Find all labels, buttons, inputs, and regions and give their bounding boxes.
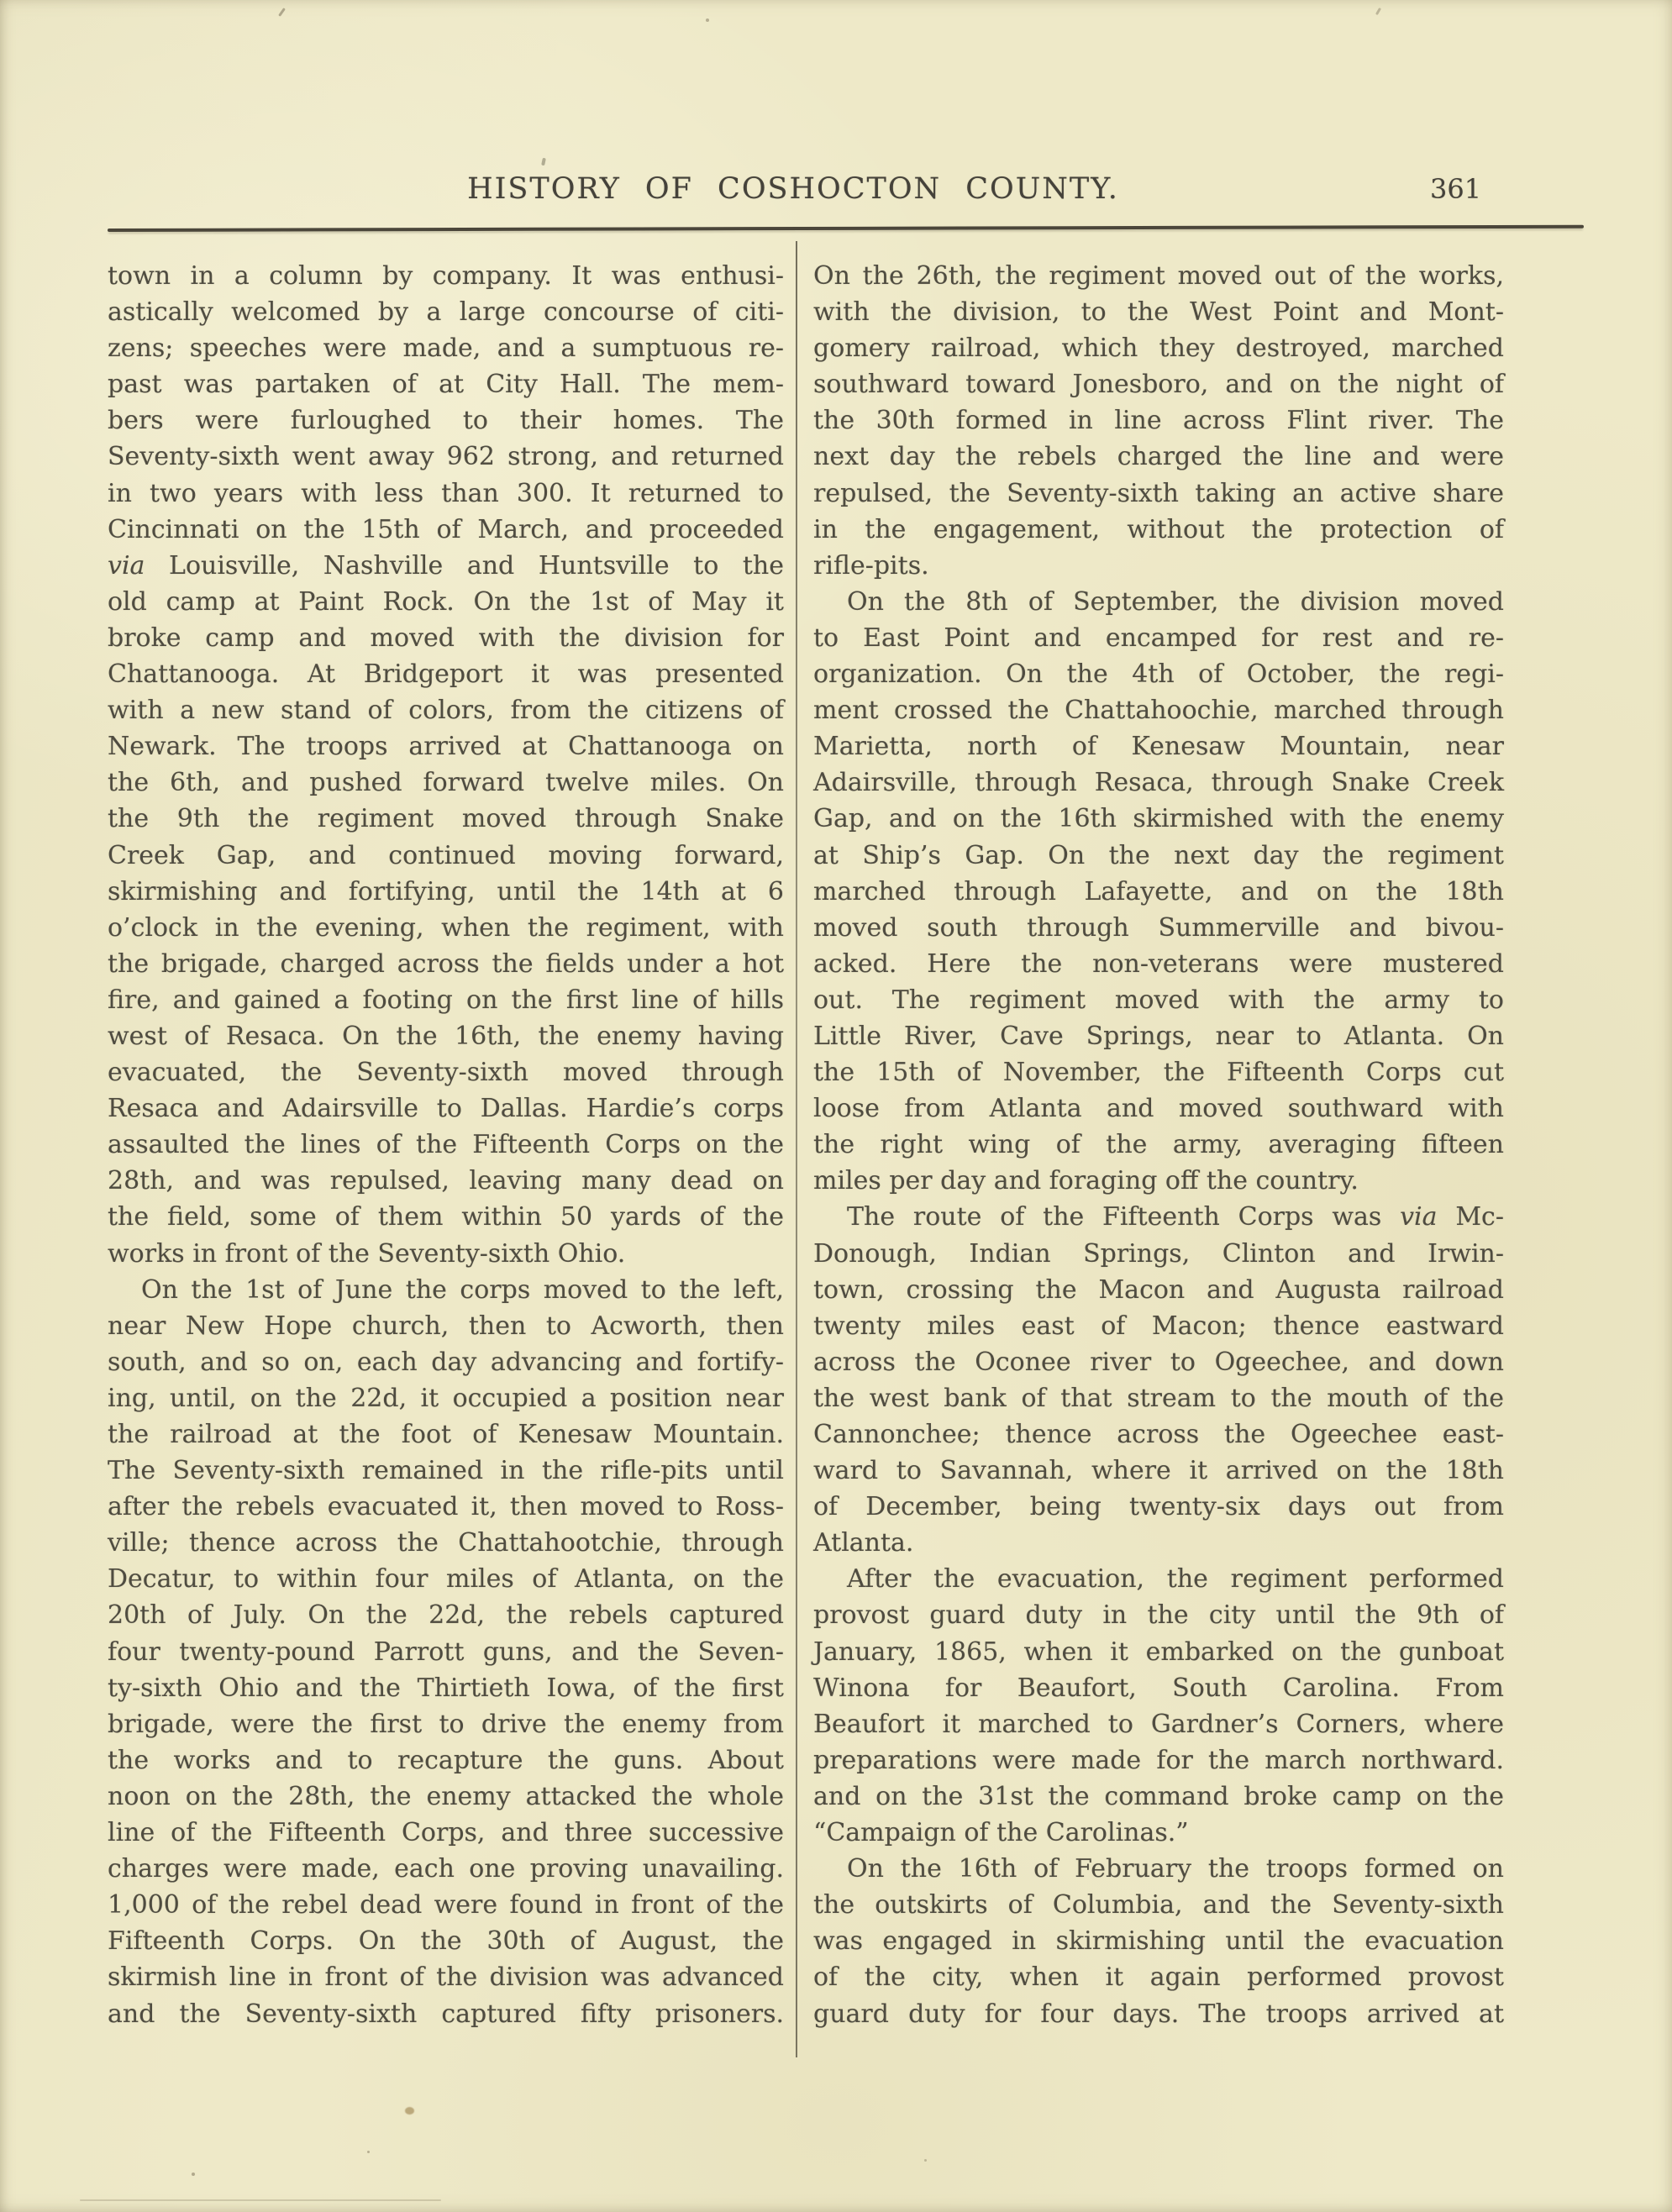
text-line: moved south through Summerville and bivou- [813, 912, 1504, 943]
text-line: o’clock in the evening, when the regiment, with [108, 912, 784, 943]
text-line: evacuated, the Seventy-sixth moved through [108, 1058, 784, 1088]
text-line: Winona for Beaufort, South Carolina. From [813, 1673, 1504, 1703]
text-line: and the Seventy-sixth captured fifty prisoners. [108, 1999, 784, 2029]
page-edge-shadow [80, 2199, 441, 2201]
text-line: ing, until, on the 22d, it occupied a position near [108, 1383, 784, 1413]
page-title: HISTORY OF COSHOCTON COUNTY. [467, 172, 1119, 206]
column-left [108, 258, 784, 2032]
text-line: the west bank of that stream to the mouth of the [813, 1383, 1504, 1413]
text-line: rifle-pits. [813, 550, 929, 581]
text-line: bers were furloughed to their homes. The [108, 406, 784, 436]
text-line: ment crossed the Chattahoochie, marched through [813, 696, 1504, 726]
text-line: assaulted the lines of the Fifteenth Corps on the [108, 1130, 784, 1160]
text-line: On the 8th of September, the division moved [847, 586, 1504, 617]
text-line: “Campaign of the Carolinas.” [813, 1818, 1189, 1848]
ink-speck [405, 2107, 414, 2115]
text-line: astically welcomed by a large concourse of citi- [108, 297, 784, 328]
text-line: four twenty-pound Parrott guns, and the Seven- [108, 1637, 784, 1667]
text-line: southward toward Jonesboro, and on the night of [813, 370, 1504, 400]
text-line: south, and so on, each day advancing and fortify- [108, 1347, 784, 1377]
text-line: twenty miles east of Macon; thence eastward [813, 1311, 1504, 1341]
text-line: guard duty for four days. The troops arrived at [813, 1999, 1504, 2029]
text-line: next day the rebels charged the line and were [813, 442, 1504, 472]
text-line: After the evacuation, the regiment performed [847, 1564, 1504, 1595]
text-line: 28th, and was repulsed, leaving many dead on [108, 1166, 784, 1196]
ink-speck [367, 2151, 370, 2153]
text-line: Beaufort it marched to Gardner’s Corners, where [813, 1709, 1504, 1739]
text-line: Adairsville, through Resaca, through Snake Creek [813, 768, 1504, 798]
text-line: Cannonchee; thence across the Ogeechee east- [813, 1420, 1504, 1449]
text-line: at Ship’s Gap. On the next day the regiment [813, 840, 1504, 870]
text-line: 1,000 of the rebel dead were found in front of the [108, 1890, 784, 1920]
text-line: the 9th the regiment moved through Snake [108, 804, 784, 834]
text-line: Donough, Indian Springs, Clinton and Irwin- [813, 1238, 1504, 1269]
text-line: organization. On the 4th of October, the regi- [813, 659, 1504, 690]
ink-speck [278, 8, 286, 17]
text-line: Atlanta. [813, 1528, 914, 1558]
text-line: of the city, when it again performed provost [813, 1962, 1504, 1993]
ink-speck [192, 2173, 195, 2176]
text-line: the 15th of November, the Fifteenth Corps cut [813, 1058, 1504, 1088]
text-line: Seventy-sixth went away 962 strong, and returned [108, 442, 784, 472]
text-line: loose from Atlanta and moved southward with [813, 1094, 1504, 1124]
text-line: The Seventy-sixth remained in the rifle-pits until [108, 1456, 784, 1486]
text-line: January, 1865, when it embarked on the gunboat [813, 1637, 1504, 1667]
column-right [813, 258, 1504, 2032]
text-line: gomery railroad, which they destroyed, marched [813, 334, 1504, 364]
text-line: to East Point and encamped for rest and re- [813, 623, 1504, 653]
header-rule [108, 225, 1584, 232]
text-line: noon on the 28th, the enemy attacked the whole [108, 1781, 784, 1811]
text-line: past was partaken of at City Hall. The mem- [108, 370, 784, 400]
text-line: was engaged in skirmishing until the evacuation [813, 1926, 1504, 1957]
text-line: marched through Lafayette, and on the 18th [813, 876, 1504, 906]
text-line: Fifteenth Corps. On the 30th of August, the [108, 1926, 784, 1957]
text-line: with the division, to the West Point and Mont- [813, 297, 1504, 328]
text-line: On the 16th of February the troops formed on [847, 1854, 1504, 1884]
text-line: the outskirts of Columbia, and the Seventy-sixth [813, 1890, 1504, 1920]
text-line: the right wing of the army, averaging fifteen [813, 1130, 1504, 1160]
ink-speck [1375, 8, 1381, 15]
page-number: 361 [1430, 173, 1482, 205]
text-line: the 30th formed in line across Flint river. The [813, 406, 1504, 436]
text-line: with a new stand of colors, from the citizens of [108, 696, 784, 726]
text-line: brigade, were the first to drive the enemy from [108, 1709, 784, 1739]
text-line: skirmishing and fortifying, until the 14th at 6 [108, 876, 784, 906]
text-line: Chattanooga. At Bridgeport it was presented [108, 659, 784, 690]
column-divider [796, 241, 797, 2057]
text-line: fire, and gained a footing on the first line of hills [108, 985, 784, 1015]
text-line: across the Oconee river to Ogeechee, and down [813, 1347, 1504, 1377]
text-line: after the rebels evacuated it, then moved to Ross- [108, 1492, 784, 1522]
text-line: via Louisville, Nashville and Huntsville to the [108, 550, 784, 581]
text-line: ty-sixth Ohio and the Thirtieth Iowa, of the first [108, 1673, 784, 1703]
text-line: old camp at Paint Rock. On the 1st of May it [108, 586, 784, 617]
text-line: works in front of the Seventy-sixth Ohio. [108, 1238, 626, 1269]
text-line: On the 26th, the regiment moved out of the works, [813, 261, 1504, 291]
text-line: miles per day and foraging off the country. [813, 1166, 1359, 1196]
text-line: line of the Fifteenth Corps, and three successive [108, 1818, 784, 1848]
text-line: in the engagement, without the protection of [813, 514, 1504, 544]
text-line: preparations were made for the march northward. [813, 1745, 1504, 1775]
text-line: charges were made, each one proving unavailing. [108, 1854, 784, 1884]
ink-speck [541, 158, 546, 166]
text-line: acked. Here the non-veterans were mustered [813, 948, 1504, 979]
text-line: skirmish line in front of the division was advanced [108, 1962, 784, 1993]
text-line: Newark. The troops arrived at Chattanooga on [108, 732, 784, 762]
ink-speck [924, 2159, 927, 2162]
text-line: town, crossing the Macon and Augusta railroad [813, 1274, 1504, 1305]
text-line: ville; thence across the Chattahootchie, through [108, 1528, 784, 1558]
text-line: the brigade, charged across the fields under a hot [108, 948, 784, 979]
text-line: out. The regiment moved with the army to [813, 985, 1504, 1015]
text-line: of December, being twenty-six days out from [813, 1492, 1504, 1522]
text-line: provost guard duty in the city until the 9th of [813, 1600, 1504, 1631]
text-line: On the 1st of June the corps moved to the left, [141, 1274, 784, 1305]
text-line: Marietta, north of Kenesaw Mountain, near [813, 732, 1504, 762]
text-line: the railroad at the foot of Kenesaw Mountain. [108, 1420, 784, 1449]
text-line: Little River, Cave Springs, near to Atlanta. On [813, 1021, 1504, 1051]
text-line: ward to Savannah, where it arrived on the 18th [813, 1456, 1504, 1486]
text-line: the 6th, and pushed forward twelve miles. On [108, 768, 784, 798]
text-line: and on the 31st the command broke camp on the [813, 1781, 1504, 1811]
text-line: Creek Gap, and continued moving forward, [108, 840, 784, 870]
text-line: the works and to recapture the guns. About [108, 1745, 784, 1775]
text-line: broke camp and moved with the division for [108, 623, 784, 653]
text-line: Resaca and Adairsville to Dallas. Hardie’s corps [108, 1094, 784, 1124]
text-line: repulsed, the Seventy-sixth taking an active share [813, 478, 1504, 508]
text-line: The route of the Fifteenth Corps was via Mc- [847, 1202, 1504, 1232]
text-line: Gap, and on the 16th skirmished with the enemy [813, 804, 1504, 834]
text-line: town in a column by company. It was enthusi- [108, 261, 784, 291]
text-line: west of Resaca. On the 16th, the enemy having [108, 1021, 784, 1051]
text-line: the field, some of them within 50 yards of the [108, 1202, 784, 1232]
text-line: Cincinnati on the 15th of March, and proceeded [108, 514, 784, 544]
text-line: in two years with less than 300. It returned to [108, 478, 784, 508]
text-line: zens; speeches were made, and a sumptuous re- [108, 334, 784, 364]
text-line: near New Hope church, then to Acworth, then [108, 1311, 784, 1341]
text-line: Decatur, to within four miles of Atlanta, on the [108, 1564, 784, 1595]
ink-speck [706, 18, 709, 22]
text-line: 20th of July. On the 22d, the rebels captured [108, 1600, 784, 1631]
